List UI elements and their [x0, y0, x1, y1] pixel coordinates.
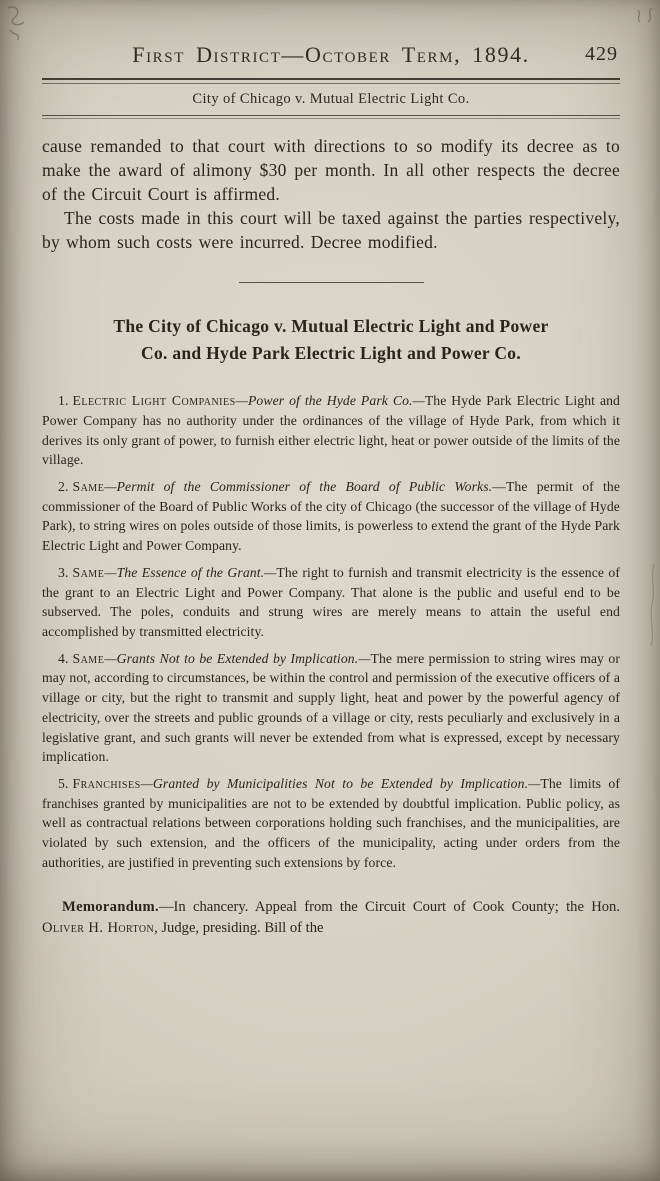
headnote-title: —Grants Not to be Extended by Implication.—: [104, 650, 371, 666]
headnote-title: —Permit of the Commissioner of the Board of Public Works.: [104, 478, 493, 494]
opinion-paragraph: The costs made in this court will be taxed against the parties respectively, by whom such costs were incurred. Decree modified.: [42, 207, 620, 252]
headnote-title: —The Essence of the Grant.—: [104, 564, 277, 580]
case-title-line1: The City of Chicago v. Mutual Electric Light and Power: [113, 315, 549, 336]
headnote-label: Electric Light Companies: [72, 393, 236, 409]
headnotes: [42, 391, 620, 873]
headnote-body: The mere permission to string wires may or may not, according to circumstances, be within the control and permission of the executive officers of a village or city, but the right to transmit and supply light, heat and power by the powerful agency of electricity, over the streets and public grounds of a village or city, rests peculiarly and exclusively in a legislative grant, and such grants will never be extended from what is expressed, except by necessary implication.: [42, 650, 620, 765]
opinion-text: [42, 135, 620, 255]
memorandum-text-post: , Judge, presiding. Bill of the: [154, 919, 324, 936]
headnote-title: —Power of the Hyde Park Co.—: [235, 393, 425, 409]
memorandum: [42, 897, 620, 939]
case-title-line2: Co. and Hyde Park Electric Light and Power Co.: [141, 342, 521, 363]
headnote-label: Same: [72, 564, 105, 580]
pencil-mark-right-edge: [644, 560, 660, 650]
headnote-label: Same: [72, 650, 105, 666]
opinion-paragraph: cause remanded to that court with directions to so modify its decree as to make the award of alimony $30 per month. In all other respects the decree of the Circuit Court is affirmed.: [42, 136, 620, 204]
page-number: 429: [585, 43, 618, 65]
section-divider: [239, 282, 424, 283]
page-header-title: First District—October Term, 1894.: [132, 42, 530, 67]
headnote: [42, 649, 620, 767]
pencil-mark-top-right: [628, 4, 658, 38]
running-head-rule: [42, 115, 620, 119]
headnote-number: 2.: [58, 478, 69, 494]
memorandum-text-pre: —In chancery. Appeal from the Circuit Court of Cook County; the Hon.: [158, 898, 620, 915]
headnote-number: 1.: [58, 393, 69, 409]
headnote-number: 4.: [58, 650, 69, 666]
case-title: [42, 313, 620, 367]
headnote-body: The right to furnish and transmit electricity is the essence of the grant to an Electric Light and Power Company. That alone is the public and useful end to be subserved. The poles, conduits and strung wires are merely means to attain the useful end accomplished by transmitted electricity.: [42, 564, 620, 639]
memorandum-label: Memorandum.: [62, 898, 159, 915]
headnote-body: —The permit of the commissioner of the Board of Public Works of the city of Chicago (the successor of the village of Hyde Park), to string wires on poles outside of those limits, is powerless to extend the grant of the Hyde Park Electric Light and Power Company.: [42, 478, 620, 554]
headnote-body: The limits of franchises granted by municipalities are not to be extended by doubtful implication. Public policy, as well as contractual relations between corporations holding such franchises, and the municipalities, are violated by such extension, and the officers of the municipality, acting under orders from the authorities, are justified in preventing such extensions by force.: [42, 776, 621, 870]
headnote-body: The Hyde Park Electric Light and Power Company has no authority under the ordinances of the village of Hyde Park, from which it derives its only grant of power, to furnish either electric light, heat or power outside of the limits of the village.: [42, 393, 621, 468]
headnote-label: Same: [72, 478, 105, 494]
headnote: [42, 774, 620, 873]
pencil-mark-top-left: [4, 2, 38, 44]
running-case-head: City of Chicago v. Mutual Electric Light Co.: [192, 91, 470, 107]
headnote: [42, 477, 620, 556]
headnote-label: Franchises: [72, 776, 141, 792]
judge-name: Oliver H. Horton: [42, 919, 155, 936]
headnote-number: 3.: [58, 564, 69, 580]
headnote-title: —Granted by Municipalities Not to be Extended by Implication.—: [140, 776, 541, 792]
headnote: [42, 391, 620, 470]
headnote-number: 5.: [58, 776, 69, 792]
header-rule: [42, 78, 620, 84]
page-header: [42, 42, 620, 68]
headnote: [42, 563, 620, 642]
